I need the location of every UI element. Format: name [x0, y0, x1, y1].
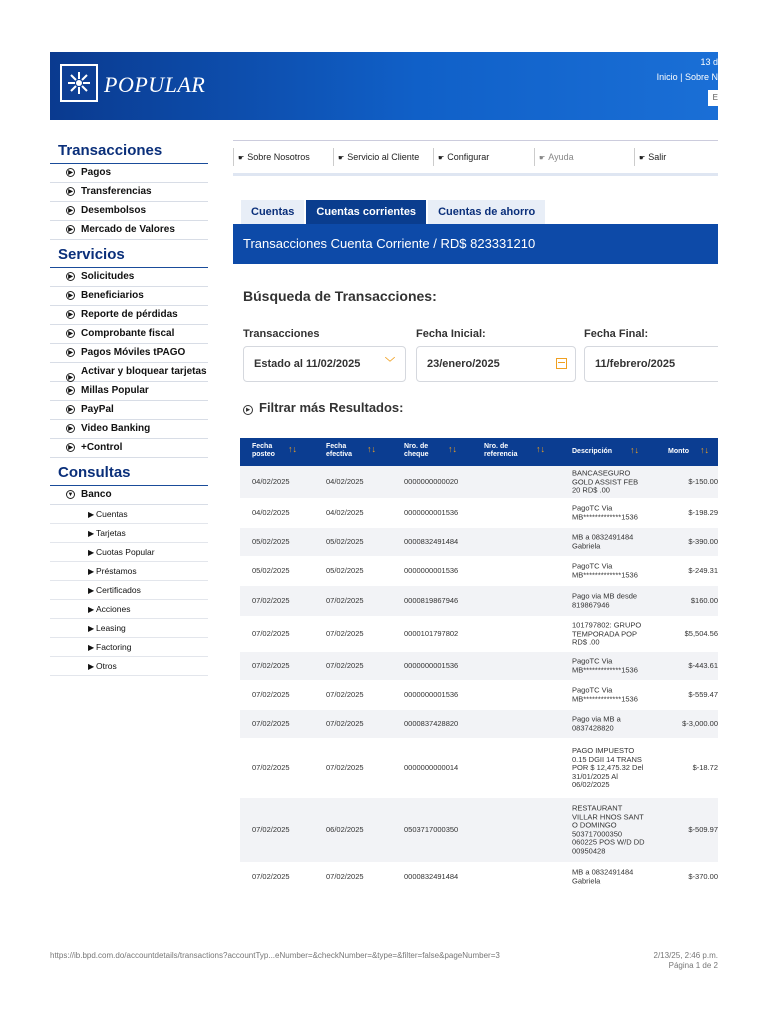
- cell-posteo: 07/02/2025: [252, 718, 290, 728]
- table-row[interactable]: [240, 466, 718, 499]
- cell-efectiva: 07/02/2025: [326, 718, 364, 728]
- sort-icon[interactable]: ↑↓: [367, 444, 376, 454]
- cell-monto: $-3,000.00: [682, 718, 718, 728]
- sidebar-subitem-prestamos[interactable]: ▶ Préstamos: [50, 562, 208, 581]
- cell-cheque: 0000000001536: [404, 565, 459, 575]
- sidebar-item-millas-popular[interactable]: ▶ Millas Popular: [50, 382, 208, 401]
- header-date: 13 d: [700, 57, 718, 67]
- arrow-circle-icon: ▶: [66, 291, 75, 300]
- sidebar-subitem-cuotas-popular[interactable]: ▶ Cuotas Popular: [50, 543, 208, 562]
- cell-desc: PAGO IMPUESTO 0.15 DGII 14 TRANS POR $ 12,475.32 Del 31/01/2025 Al 06/02/2025: [572, 745, 644, 789]
- header-search-box[interactable]: E: [708, 90, 718, 106]
- table-row[interactable]: [240, 652, 718, 681]
- table-row[interactable]: [240, 557, 718, 586]
- sort-icon[interactable]: ↑↓: [288, 444, 297, 454]
- table-row[interactable]: [240, 739, 718, 798]
- cell-efectiva: 04/02/2025: [326, 507, 364, 517]
- header-descripcion[interactable]: Descripción ↑↓: [572, 445, 639, 455]
- cell-posteo: 05/02/2025: [252, 536, 290, 546]
- nav-sobre-nosotros[interactable]: ☛ Sobre Nosotros: [233, 148, 333, 166]
- pointer-icon: ☛: [338, 155, 345, 162]
- sidebar-item-pagos-moviles[interactable]: ▶ Pagos Móviles tPAGO: [50, 344, 208, 363]
- cell-cheque: 0503717000350: [404, 824, 459, 834]
- sidebar-item-mercado-valores[interactable]: ▶ Mercado de Valores: [50, 221, 208, 240]
- nav-servicio-cliente[interactable]: ☛ Servicio al Cliente: [333, 148, 433, 166]
- table-row[interactable]: [240, 863, 718, 892]
- brand-name[interactable]: POPULAR: [104, 72, 206, 97]
- label-fecha-final: Fecha Final:: [584, 328, 649, 340]
- sidebar-subitem-certificados[interactable]: ▶ Certificados: [50, 581, 208, 600]
- cell-efectiva: 07/02/2025: [326, 689, 364, 699]
- cell-desc: MB a 0832491484 Gabriela: [572, 532, 634, 550]
- cell-cheque: 0000819867946: [404, 595, 459, 605]
- cell-efectiva: 07/02/2025: [326, 871, 364, 881]
- sidebar-item-comprobante-fiscal[interactable]: ▶ Comprobante fiscal: [50, 325, 208, 344]
- cell-desc: MB a 0832491484 Gabriela: [572, 867, 634, 885]
- cell-desc: 101797802: GRUPO TEMPORADA POP RD$ .00: [572, 620, 642, 647]
- sidebar-subitem-factoring[interactable]: ▶ Factoring: [50, 638, 208, 657]
- cell-posteo: 07/02/2025: [252, 689, 290, 699]
- arrow-circle-icon: ▶: [66, 373, 75, 382]
- cell-monto: $-150.00: [688, 476, 718, 486]
- pointer-icon: ☛: [438, 155, 445, 162]
- cell-posteo: 04/02/2025: [252, 507, 290, 517]
- sidebar-section-consultas: Consultas: [50, 462, 208, 486]
- cell-cheque: 0000000001536: [404, 507, 459, 517]
- sidebar-subitem-cuentas[interactable]: ▶ Cuentas: [50, 505, 208, 524]
- triangle-right-icon: ▶: [88, 586, 95, 595]
- cell-cheque: 0000000001536: [404, 689, 459, 699]
- calendar-icon[interactable]: [556, 358, 567, 369]
- browser-page: [50, 52, 718, 902]
- arrow-circle-icon: ▶: [66, 443, 75, 452]
- table-row[interactable]: [240, 681, 718, 710]
- cell-monto: $-559.47: [688, 689, 718, 699]
- arrow-circle-icon: ▶: [66, 225, 75, 234]
- cell-cheque: 0000000001536: [404, 660, 459, 670]
- triangle-right-icon: ▶: [88, 510, 95, 519]
- cell-posteo: 05/02/2025: [252, 565, 290, 575]
- cell-desc: RESTAURANT VILLAR HNOS SANT O DOMINGO 503717000350 060225 POS W/D DD 00950428: [572, 803, 645, 855]
- cell-posteo: 04/02/2025: [252, 476, 290, 486]
- cell-cheque: 0000832491484: [404, 536, 459, 546]
- header-monto[interactable]: Monto ↑↓: [668, 445, 709, 455]
- sidebar-item-solicitudes[interactable]: ▶ Solicitudes: [50, 268, 208, 287]
- arrow-circle-icon: ▶: [66, 348, 75, 357]
- table-row[interactable]: [240, 617, 718, 652]
- header-nro-referencia[interactable]: Nro. de referencia ↑↓: [484, 443, 545, 458]
- search-title: Búsqueda de Transacciones:: [243, 288, 437, 304]
- fecha-inicial-input[interactable]: 23/enero/2025: [416, 346, 576, 382]
- triangle-right-icon: ▶: [88, 567, 95, 576]
- cell-monto: $-249.31: [688, 565, 718, 575]
- sidebar: [50, 140, 208, 676]
- cell-monto: $-198.29: [688, 507, 718, 517]
- sidebar-subitem-tarjetas[interactable]: ▶ Tarjetas: [50, 524, 208, 543]
- cell-cheque: 0000837428820: [404, 718, 459, 728]
- nav-configurar[interactable]: ☛ Configurar: [433, 148, 534, 166]
- chevron-down-circle-icon: ▼: [67, 492, 74, 498]
- chevron-down-icon: ﹀: [385, 358, 395, 369]
- footer-date: 2/13/25, 2:46 p.m.: [653, 951, 718, 960]
- cell-posteo: 07/02/2025: [252, 871, 290, 881]
- cell-monto: $-370.00: [688, 871, 718, 881]
- arrow-circle-icon: ▶: [66, 405, 75, 414]
- sidebar-item-control[interactable]: ▶ +Control: [50, 439, 208, 458]
- transactions-table: [240, 438, 718, 892]
- cell-cheque: 0000000000014: [404, 762, 459, 772]
- cell-desc: PagoTC Via MB*************1536: [572, 685, 638, 703]
- cell-efectiva: 05/02/2025: [326, 536, 364, 546]
- sidebar-item-activar-tarjetas[interactable]: ▶ Activar y bloquear tarjetas: [50, 363, 208, 382]
- cell-monto: $160.00: [690, 595, 718, 605]
- cell-posteo: 07/02/2025: [252, 762, 290, 772]
- cell-monto: $-18.72: [692, 762, 718, 772]
- arrow-circle-icon: ▶: [66, 272, 75, 281]
- header-links[interactable]: Inicio | Sobre N: [656, 72, 718, 82]
- sidebar-item-banco[interactable]: ▼ Banco: [50, 486, 208, 505]
- site-header: [50, 52, 718, 120]
- cell-monto: $-443.61: [688, 660, 718, 670]
- cell-cheque: 0000101797802: [404, 628, 459, 638]
- label-transacciones: Transacciones: [243, 328, 320, 340]
- table-row[interactable]: [240, 499, 718, 528]
- table-body: [240, 466, 718, 892]
- panel-title: Transacciones Cuenta Corriente / RD$ 823331210: [233, 224, 718, 264]
- sidebar-item-beneficiarios[interactable]: ▶ Beneficiarios: [50, 287, 208, 306]
- triangle-right-icon: ▶: [88, 529, 95, 538]
- arrow-circle-icon: ▶: [66, 310, 75, 319]
- arrow-circle-icon: ▶: [243, 405, 253, 415]
- tab-cuentas-ahorro[interactable]: Cuentas de ahorro: [428, 200, 545, 224]
- sort-icon[interactable]: ↑↓: [448, 444, 457, 454]
- account-tabs: [241, 200, 547, 224]
- sidebar-section-servicios: Servicios: [50, 244, 208, 268]
- sidebar-item-transferencias[interactable]: ▶ Transferencias: [50, 183, 208, 202]
- triangle-right-icon: ▶: [88, 643, 95, 652]
- sort-icon[interactable]: ↑↓: [536, 444, 545, 454]
- cell-monto: $-390.00: [688, 536, 718, 546]
- cell-posteo: 07/02/2025: [252, 824, 290, 834]
- sort-icon[interactable]: ↑↓: [700, 445, 709, 455]
- header-fecha-posteo[interactable]: Fecha posteo ↑↓: [252, 443, 297, 458]
- pointer-icon: ☛: [238, 155, 245, 162]
- cell-posteo: 07/02/2025: [252, 628, 290, 638]
- pointer-icon: ☛: [539, 155, 546, 162]
- arrow-circle-icon: ▶: [66, 424, 75, 433]
- nav-salir[interactable]: ☛ Salir: [634, 148, 709, 166]
- cell-efectiva: 06/02/2025: [326, 824, 364, 834]
- sidebar-item-video-banking[interactable]: ▶ Video Banking: [50, 420, 208, 439]
- cell-efectiva: 07/02/2025: [326, 762, 364, 772]
- table-row[interactable]: [240, 710, 718, 739]
- table-header: [240, 438, 718, 466]
- cell-efectiva: 07/02/2025: [326, 660, 364, 670]
- triangle-right-icon: ▶: [88, 605, 95, 614]
- cell-efectiva: 05/02/2025: [326, 565, 364, 575]
- cell-efectiva: 07/02/2025: [326, 595, 364, 605]
- cell-monto: $5,504.56: [684, 628, 718, 638]
- table-row[interactable]: [240, 528, 718, 557]
- cell-efectiva: 07/02/2025: [326, 628, 364, 638]
- triangle-right-icon: ▶: [88, 624, 95, 633]
- sidebar-item-paypal[interactable]: ▶ PayPal: [50, 401, 208, 420]
- arrow-circle-icon: ▶: [66, 168, 75, 177]
- fecha-final-input[interactable]: 11/febrero/2025: [584, 346, 718, 382]
- arrow-circle-icon: ▶: [66, 329, 75, 338]
- arrow-circle-icon: ▶: [66, 386, 75, 395]
- sidebar-item-pagos[interactable]: ▶ Pagos: [50, 164, 208, 183]
- cell-posteo: 07/02/2025: [252, 595, 290, 605]
- header-fecha-efectiva[interactable]: Fecha efectiva ↑↓: [326, 443, 376, 458]
- label-fecha-inicial: Fecha Inicial:: [416, 328, 486, 340]
- sidebar-item-reporte-perdidas[interactable]: ▶ Reporte de pérdidas: [50, 306, 208, 325]
- top-nav-bar: [233, 140, 718, 176]
- sidebar-subitem-leasing[interactable]: ▶ Leasing: [50, 619, 208, 638]
- popular-logo-icon[interactable]: [60, 64, 98, 102]
- transaction-type-select[interactable]: Estado al 11/02/2025 ﹀: [243, 346, 406, 382]
- pointer-icon: ☛: [639, 155, 646, 162]
- header-nro-cheque[interactable]: Nro. de cheque ↑↓: [404, 443, 457, 458]
- footer-url: https://ib.bpd.com.do/accountdetails/transactions?accountTyp...eNumber=&checkNumber=&type=&filter=false&pageNumber=3: [50, 951, 500, 960]
- arrow-circle-icon: ▶: [66, 187, 75, 196]
- nav-ayuda[interactable]: ☛ Ayuda: [534, 148, 634, 166]
- triangle-right-icon: ▶: [88, 662, 95, 671]
- sidebar-subitem-acciones[interactable]: ▶ Acciones: [50, 600, 208, 619]
- sidebar-section-transacciones: Transacciones: [50, 140, 208, 164]
- table-row[interactable]: [240, 586, 718, 617]
- triangle-right-icon: ▶: [88, 548, 95, 557]
- sort-icon[interactable]: ↑↓: [630, 445, 639, 455]
- footer-page: Página 1 de 2: [668, 961, 718, 970]
- table-row[interactable]: [240, 798, 718, 863]
- tab-cuentas-corrientes[interactable]: Cuentas corrientes: [306, 200, 426, 224]
- tab-cuentas[interactable]: Cuentas: [241, 200, 304, 224]
- cell-monto: $-509.97: [688, 824, 718, 834]
- filter-more-results[interactable]: ▶ Filtrar más Resultados:: [243, 400, 404, 415]
- sidebar-subitem-otros[interactable]: ▶ Otros: [50, 657, 208, 676]
- cell-posteo: 07/02/2025: [252, 660, 290, 670]
- cell-cheque: 0000832491484: [404, 871, 459, 881]
- cell-desc: Pago via MB a 0837428820: [572, 714, 621, 732]
- footer-date-page: [654, 951, 719, 971]
- cell-desc: Pago via MB desde 819867946: [572, 591, 638, 609]
- sidebar-item-desembolsos[interactable]: ▶ Desembolsos: [50, 202, 208, 221]
- cell-desc: BANCASEGURO GOLD ASSIST FEB 20 RD$ .00: [572, 468, 639, 495]
- arrow-circle-icon: ▶: [66, 206, 75, 215]
- cell-efectiva: 04/02/2025: [326, 476, 364, 486]
- cell-cheque: 0000000000020: [404, 476, 459, 486]
- cell-desc: PagoTC Via MB*************1536: [572, 503, 638, 521]
- cell-desc: PagoTC Via MB*************1536: [572, 656, 638, 674]
- cell-desc: PagoTC Via MB*************1536: [572, 561, 638, 579]
